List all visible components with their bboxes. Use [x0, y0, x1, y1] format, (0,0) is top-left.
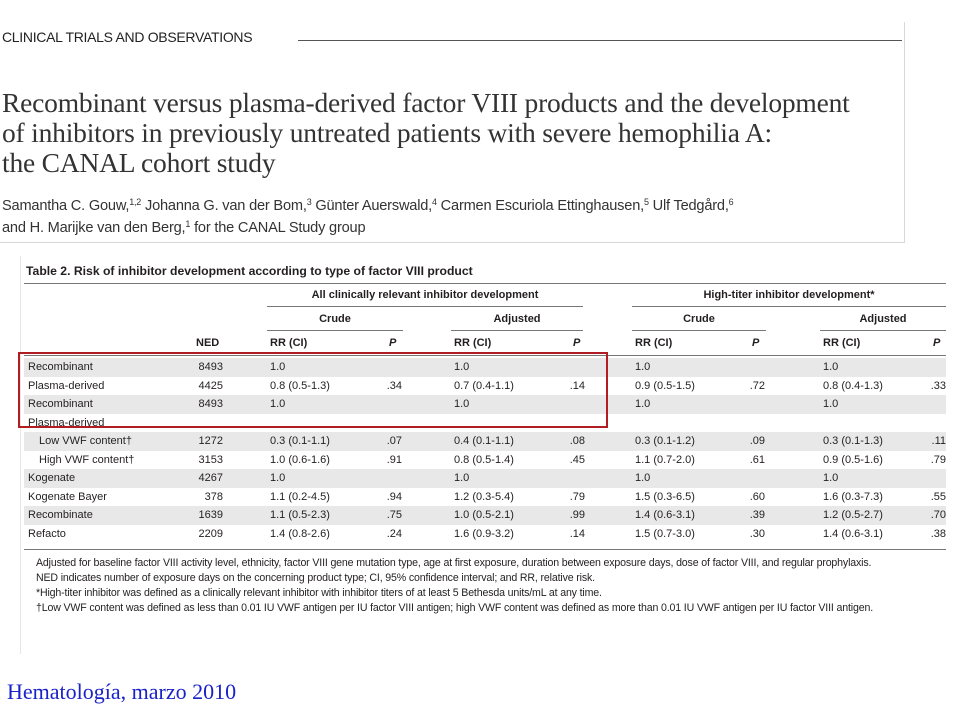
table-row: [24, 432, 946, 451]
affiliation-sup: 3: [306, 197, 312, 207]
affiliation-sup: 1,2: [129, 197, 142, 207]
cell-rr1: 0.3 (0.1-1.1): [270, 435, 330, 447]
column-header-p: P: [752, 337, 760, 349]
group-header-all: All clinically relevant inhibitor development: [311, 289, 539, 301]
subgroup-rule: [267, 330, 403, 331]
column-header-p: P: [573, 337, 581, 349]
subgroup-header: Adjusted: [859, 313, 907, 325]
cell-p4: .70: [930, 509, 946, 521]
subgroup-header: Adjusted: [493, 313, 541, 325]
row-label: Kogenate Bayer: [28, 490, 107, 503]
cell-p1: .94: [386, 490, 402, 503]
table-row: [24, 469, 946, 488]
cell-rr2: 1.0: [454, 472, 470, 484]
cell-rr1: 1.0: [270, 472, 286, 484]
author-name: Carmen Escuriola Ettinghausen,: [436, 198, 644, 214]
article-header: [0, 22, 905, 243]
cell-p3: .30: [749, 527, 765, 540]
affiliation-sup: 6: [728, 197, 734, 207]
column-header-rr: RR (CI): [454, 337, 492, 349]
cell-rr3: 1.5 (0.3-6.5): [635, 490, 695, 503]
row-label: Plasma-derived: [28, 416, 105, 429]
cell-rr4: 1.0: [823, 398, 839, 410]
subgroup-rule: [820, 330, 946, 331]
cell-rr3: 1.1 (0.7-2.0): [635, 453, 695, 466]
table-row: [24, 525, 946, 544]
column-header-ned: NED: [196, 337, 220, 349]
cell-rr2: 1.0: [454, 361, 470, 373]
cell-p1: .24: [386, 527, 402, 540]
table-rule: [24, 283, 946, 284]
cell-p2: .45: [569, 453, 585, 466]
cell-rr2: 1.0: [454, 398, 470, 410]
cell-rr1: 1.1 (0.5-2.3): [270, 509, 330, 521]
cell-rr1: 1.0: [270, 361, 286, 373]
table-row: [24, 451, 946, 470]
cell-rr4: 0.3 (0.1-1.3): [823, 435, 883, 447]
row-label: Kogenate: [28, 472, 76, 484]
group-rule: [632, 306, 946, 307]
cell-rr1: 1.4 (0.8-2.6): [270, 527, 330, 540]
cell-p1: .34: [386, 379, 402, 392]
cell-rr3: 1.0: [635, 361, 651, 373]
table-bottom-rule: [24, 549, 946, 550]
cell-p2: .99: [569, 509, 585, 521]
cell-p3: .09: [749, 435, 765, 447]
cell-ned: 3153: [198, 453, 223, 466]
cell-ned: 2209: [198, 527, 223, 540]
cell-p4: .11: [931, 435, 946, 447]
cell-rr4: 0.9 (0.5-1.6): [823, 453, 883, 466]
affiliation-sup: 5: [643, 197, 649, 207]
subgroup-header: Crude: [683, 313, 715, 325]
article-title: [2, 88, 902, 178]
cell-p3: .72: [749, 379, 765, 392]
row-label: Recombinant: [28, 398, 93, 410]
highlight-box: [18, 352, 608, 428]
author-name: Johanna G. van der Bom,: [141, 198, 307, 214]
cell-rr2: 0.4 (0.1-1.1): [454, 435, 514, 447]
cell-p2: .14: [569, 527, 585, 540]
group-rule: [267, 306, 583, 307]
author-line: [2, 217, 902, 239]
cell-rr2: 0.7 (0.4-1.1): [454, 379, 514, 392]
group-header-high-titer: High-titer inhibitor development*: [703, 289, 875, 301]
cell-rr3: 1.4 (0.6-3.1): [635, 509, 695, 521]
cell-rr1: 1.0: [270, 398, 286, 410]
affiliation-sup: 4: [432, 197, 437, 207]
table-row: [24, 488, 946, 507]
title-line: the CANAL cohort study: [2, 147, 276, 178]
subgroup-rule: [632, 330, 766, 331]
cell-p3: .60: [749, 490, 765, 503]
cell-rr3: 1.0: [635, 472, 651, 484]
column-header-p: P: [389, 337, 397, 349]
cell-rr3: 0.3 (0.1-1.2): [635, 435, 695, 447]
title-line: Recombinant versus plasma-derived factor VIII products and the development: [2, 87, 850, 118]
cell-rr2: 1.0 (0.5-2.1): [454, 509, 514, 521]
cell-rr4: 1.0: [823, 472, 839, 484]
author-line: [2, 195, 902, 217]
study-group: for the CANAL Study group: [190, 220, 366, 236]
affiliation-sup: 1: [185, 219, 191, 229]
cell-rr2: 0.8 (0.5-1.4): [454, 453, 514, 466]
table-caption: Table 2. Risk of inhibitor development according to type of factor VIII product: [26, 264, 473, 278]
cell-p2: .14: [569, 379, 585, 392]
column-header-rr: RR (CI): [823, 337, 861, 349]
cell-p2: .08: [569, 435, 585, 447]
cell-rr3: 0.9 (0.5-1.5): [635, 379, 695, 392]
cell-rr4: 0.8 (0.4-1.3): [823, 379, 883, 392]
footnote: NED indicates number of exposure days on the concerning product type; CI, 95% confidence interval; and RR, relative risk.: [36, 572, 595, 584]
column-header-rr: RR (CI): [635, 337, 673, 349]
cell-ned: 8493: [198, 361, 223, 373]
cell-ned: 378: [204, 490, 223, 503]
section-label: CLINICAL TRIALS AND OBSERVATIONS: [2, 29, 253, 45]
cell-ned: 8493: [198, 398, 223, 410]
row-label: High VWF content†: [39, 453, 135, 466]
author-name: Ulf Tedgård,: [648, 198, 729, 214]
cell-rr1: 1.0 (0.6-1.6): [270, 453, 330, 466]
column-header-rr: RR (CI): [270, 337, 308, 349]
cell-rr3: 1.5 (0.7-3.0): [635, 527, 695, 540]
cell-rr4: 1.4 (0.6-3.1): [823, 527, 883, 540]
subgroup-header: Crude: [319, 313, 351, 325]
row-label: Plasma-derived: [28, 379, 105, 392]
cell-rr1: 0.8 (0.5-1.3): [270, 379, 330, 392]
author-name: Günter Auerswald,: [311, 198, 433, 214]
subgroup-rule: [451, 330, 583, 331]
cell-p2: .79: [569, 490, 585, 503]
table-footnotes: [26, 556, 948, 616]
footnote: Adjusted for baseline factor VIII activity level, ethnicity, factor VIII gene mutation type, age at first exposure, duration between exposure days, dose of factor VIII, and regular prophylaxis.: [36, 557, 872, 569]
section-rule: [298, 40, 902, 41]
cell-rr4: 1.6 (0.3-7.3): [823, 490, 883, 503]
cell-p4: .33: [930, 379, 946, 392]
column-header-p: P: [933, 337, 941, 349]
section-heading: [2, 29, 902, 49]
cell-ned: 1272: [198, 435, 223, 447]
footer-citation: Hematología, marzo 2010: [7, 679, 237, 704]
cell-rr4: 1.2 (0.5-2.7): [823, 509, 883, 521]
author-list: [2, 195, 902, 239]
row-label: Low VWF content†: [39, 435, 132, 447]
cell-rr1: 1.1 (0.2-4.5): [270, 490, 330, 503]
cell-ned: 1639: [198, 509, 223, 521]
cell-p3: .61: [749, 453, 765, 466]
cell-rr4: 1.0: [823, 361, 839, 373]
cell-ned: 4267: [198, 472, 223, 484]
cell-ned: 4425: [198, 379, 223, 392]
cell-rr3: 1.0: [635, 398, 651, 410]
cell-p4: .79: [930, 453, 946, 466]
cell-rr2: 1.2 (0.3-5.4): [454, 490, 514, 503]
cell-p4: .38: [930, 527, 946, 540]
author-name: and H. Marijke van den Berg,: [2, 220, 186, 236]
table-card: [20, 256, 953, 654]
author-name: Samantha C. Gouw,: [2, 198, 130, 214]
title-line: of inhibitors in previously untreated patients with severe hemophilia A:: [2, 117, 772, 148]
cell-p4: .55: [930, 490, 946, 503]
row-label: Recombinant: [28, 361, 93, 373]
cell-p1: .07: [386, 435, 402, 447]
cell-rr2: 1.6 (0.9-3.2): [454, 527, 514, 540]
cell-p1: .75: [386, 509, 402, 521]
row-label: Recombinate: [28, 509, 93, 521]
footnote: †Low VWF content was defined as less than 0.01 IU VWF antigen per IU factor VIII antigen; high VWF content was defined as more than 0.01 IU VWF antigen per IU factor VIII antigen.: [36, 602, 873, 614]
table-row: [24, 506, 946, 525]
footnote: *High-titer inhibitor was defined as a clinically relevant inhibitor with inhibitor titers of at least 5 Bethesda units/mL at any time.: [36, 587, 602, 599]
row-label: Refacto: [28, 527, 66, 540]
cell-p3: .39: [749, 509, 765, 521]
cell-p1: .91: [386, 453, 402, 466]
